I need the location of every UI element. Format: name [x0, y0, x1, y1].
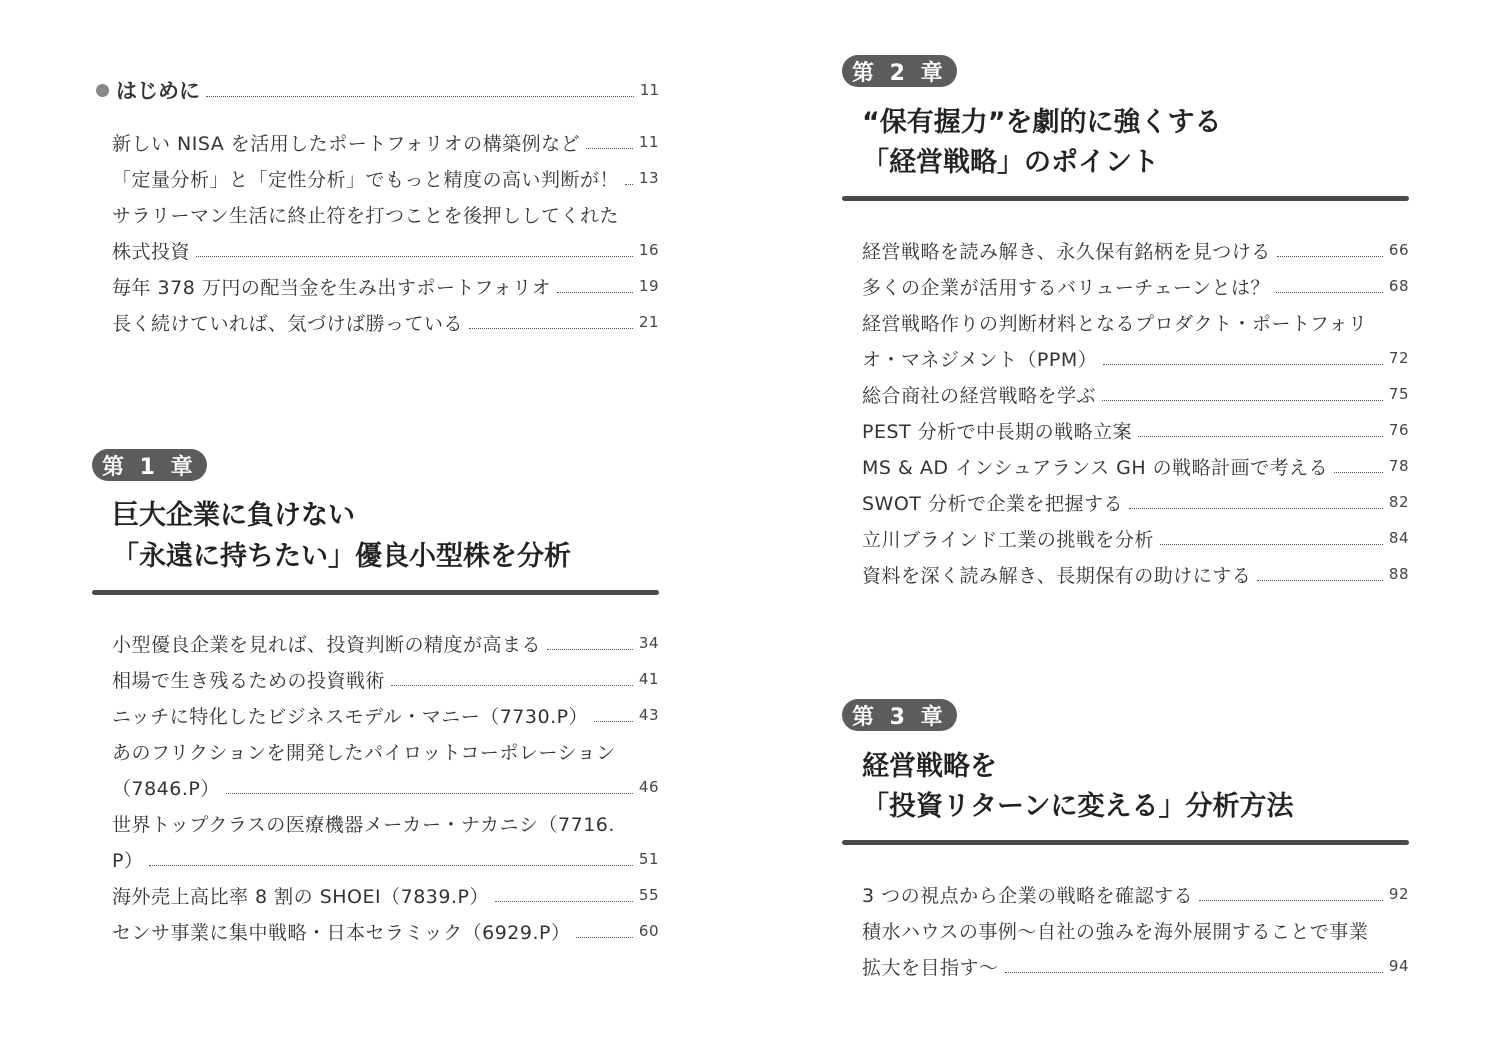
chapter-3-badge: 第 3 章: [842, 699, 957, 731]
toc-intro[interactable]: [92, 72, 659, 108]
page-number: 68: [1388, 277, 1409, 295]
entry-text: 海外売上高比率 8 割の SHOEI（7839.P）: [112, 885, 489, 908]
entry-text: 新しい NISA を活用したポートフォリオの構築例など: [112, 132, 581, 155]
entry-text: ニッチに特化したビジネスモデル・マニー（7730.P）: [112, 705, 589, 728]
leader-dots: [1138, 436, 1383, 437]
toc-entry[interactable]: [112, 232, 659, 268]
page-number: 72: [1388, 349, 1409, 367]
toc-entry[interactable]: [112, 697, 659, 733]
page-number: 16: [638, 241, 659, 259]
entry-text: あのフリクションを開発したパイロットコーポレーション: [112, 741, 616, 764]
leader-dots: [625, 184, 633, 185]
toc-entry[interactable]: [862, 556, 1409, 592]
page-number: 92: [1388, 885, 1409, 903]
toc-entry[interactable]: [862, 448, 1409, 484]
toc-entry[interactable]: [862, 376, 1409, 412]
toc-entry[interactable]: [112, 304, 659, 340]
entry-text: 3 つの視点から企業の戦略を確認する: [862, 884, 1194, 907]
chapter-2-badge: 第 2 章: [842, 55, 957, 87]
page-number: 51: [638, 850, 659, 868]
leader-dots: [391, 685, 633, 686]
page-number: 34: [638, 634, 659, 652]
chapter-2-title-line1: “保有握力”を劇的に強くする: [862, 107, 1222, 138]
page-number: 94: [1388, 957, 1409, 975]
toc-entry[interactable]: [862, 340, 1409, 376]
leader-dots: [594, 721, 633, 722]
toc-entry[interactable]: [112, 769, 659, 805]
entry-text: 小型優良企業を見れば、投資判断の精度が高まる: [112, 633, 542, 656]
entry-text: 積水ハウスの事例〜自社の強みを海外展開することで事業: [862, 920, 1369, 943]
page-number: 11: [638, 133, 659, 151]
leader-dots: [547, 649, 633, 650]
page-number: 19: [638, 277, 659, 295]
page-number: 60: [638, 922, 659, 940]
entry-text: 経営戦略作りの判断材料となるプロダクト・ポートフォリ: [862, 312, 1368, 335]
entry-text: 立川ブラインド工業の挑戦を分析: [862, 528, 1154, 551]
toc-entry[interactable]: [862, 484, 1409, 520]
page-number: 84: [1388, 529, 1409, 547]
page-number: 41: [638, 670, 659, 688]
toc-entry-line[interactable]: [112, 196, 659, 232]
leader-dots: [586, 148, 633, 149]
toc-entry[interactable]: [862, 948, 1409, 984]
leader-dots: [1129, 508, 1383, 509]
toc-entry[interactable]: [112, 625, 659, 661]
entry-text: 資料を深く読み解き、長期保有の助けにする: [862, 564, 1252, 587]
toc-entry[interactable]: [112, 841, 659, 877]
chapter-2-rule: [842, 196, 1409, 201]
toc-entry[interactable]: [112, 160, 659, 196]
leader-dots: [206, 96, 634, 97]
page-number: 82: [1388, 493, 1409, 511]
page-number: 46: [638, 778, 659, 796]
toc-entry[interactable]: [862, 412, 1409, 448]
chapter-1-title-line1: 巨大企業に負けない: [112, 500, 355, 531]
entry-text: 世界トップクラスの医療機器メーカー・ナカニシ（7716.: [112, 813, 615, 836]
entry-text: サラリーマン生活に終止符を打つことを後押ししてくれた: [112, 204, 620, 227]
entry-text: 総合商社の経営戦略を学ぶ: [862, 384, 1097, 407]
chapter-1-title-line2: 「永遠に持ちたい」優良小型株を分析: [112, 541, 571, 572]
toc-entry-line[interactable]: [112, 805, 659, 841]
entry-text: オ・マネジメント（PPM）: [862, 348, 1098, 371]
leader-dots: [226, 793, 633, 794]
chapter-2-title-line2: 「経営戦略」のポイント: [862, 147, 1159, 178]
leader-dots: [469, 328, 633, 329]
intro-title: はじめに: [116, 79, 200, 103]
toc-entry[interactable]: [862, 232, 1409, 268]
leader-dots: [1277, 256, 1383, 257]
entry-text: 経営戦略を読み解き、永久保有銘柄を見つける: [862, 240, 1271, 263]
chapter-3-rule: [842, 840, 1409, 845]
leader-dots: [1257, 580, 1383, 581]
page-number: 55: [638, 886, 659, 904]
leader-dots: [1005, 972, 1383, 973]
toc-entry[interactable]: [862, 876, 1409, 912]
toc-entry[interactable]: [112, 913, 659, 949]
chapter-1-badge: 第 1 章: [92, 449, 207, 481]
leader-dots: [576, 937, 632, 938]
leader-dots: [1334, 472, 1383, 473]
page-number: 88: [1388, 565, 1409, 583]
entry-text: 毎年 378 万円の配当金を生み出すポートフォリオ: [112, 276, 552, 299]
toc-entry[interactable]: [112, 124, 659, 160]
toc-entry-line[interactable]: [862, 304, 1409, 340]
toc-entry[interactable]: [862, 520, 1409, 556]
entry-text: 拡大を目指す〜: [862, 956, 999, 979]
entry-text: PEST 分析で中長期の戦略立案: [862, 420, 1133, 443]
entry-text: 「定量分析」と「定性分析」でもっと精度の高い判断が！: [112, 168, 620, 191]
leader-dots: [1103, 364, 1383, 365]
leader-dots: [495, 901, 633, 902]
toc-entry[interactable]: [112, 268, 659, 304]
entry-text: センサ事業に集中戦略・日本セラミック（6929.P）: [112, 921, 571, 944]
page-number: 75: [1388, 385, 1409, 403]
chapter-3-title-line2: 「投資リターンに変える」分析方法: [862, 791, 1294, 822]
bullet-icon: [96, 84, 109, 97]
entry-text: 株式投資: [112, 240, 191, 263]
leader-dots: [557, 292, 633, 293]
toc-entry[interactable]: [112, 661, 659, 697]
entry-text: P）: [112, 849, 144, 872]
leader-dots: [149, 865, 632, 866]
entry-text: （7846.P）: [112, 777, 220, 800]
page-number: 21: [638, 313, 659, 331]
chapter-1-rule: [92, 590, 659, 595]
page-number: 13: [638, 169, 659, 187]
entry-text: 長く続けていれば、気づけば勝っている: [112, 312, 464, 335]
leader-dots: [1102, 400, 1383, 401]
leader-dots: [1276, 292, 1383, 293]
toc-entry-line[interactable]: [862, 912, 1409, 948]
entry-text: SWOT 分析で企業を把握する: [862, 492, 1123, 515]
page-number: 66: [1388, 241, 1409, 259]
toc-entry[interactable]: [862, 268, 1409, 304]
page-number: 78: [1388, 457, 1409, 475]
leader-dots: [196, 256, 633, 257]
entry-text: 相場で生き残るための投資戦術: [112, 669, 386, 692]
chapter-3-title-line1: 経営戦略を: [862, 751, 997, 782]
leader-dots: [1160, 544, 1383, 545]
page-number: 76: [1388, 421, 1409, 439]
page-number: 43: [638, 706, 659, 724]
toc-entry[interactable]: [112, 877, 659, 913]
entry-text: MS & AD インシュアランス GH の戦略計画で考える: [862, 456, 1329, 479]
entry-text: 多くの企業が活用するバリューチェーンとは？: [862, 276, 1270, 299]
toc-entry-line[interactable]: [112, 733, 659, 769]
page-number: 11: [639, 81, 659, 99]
leader-dots: [1199, 900, 1383, 901]
